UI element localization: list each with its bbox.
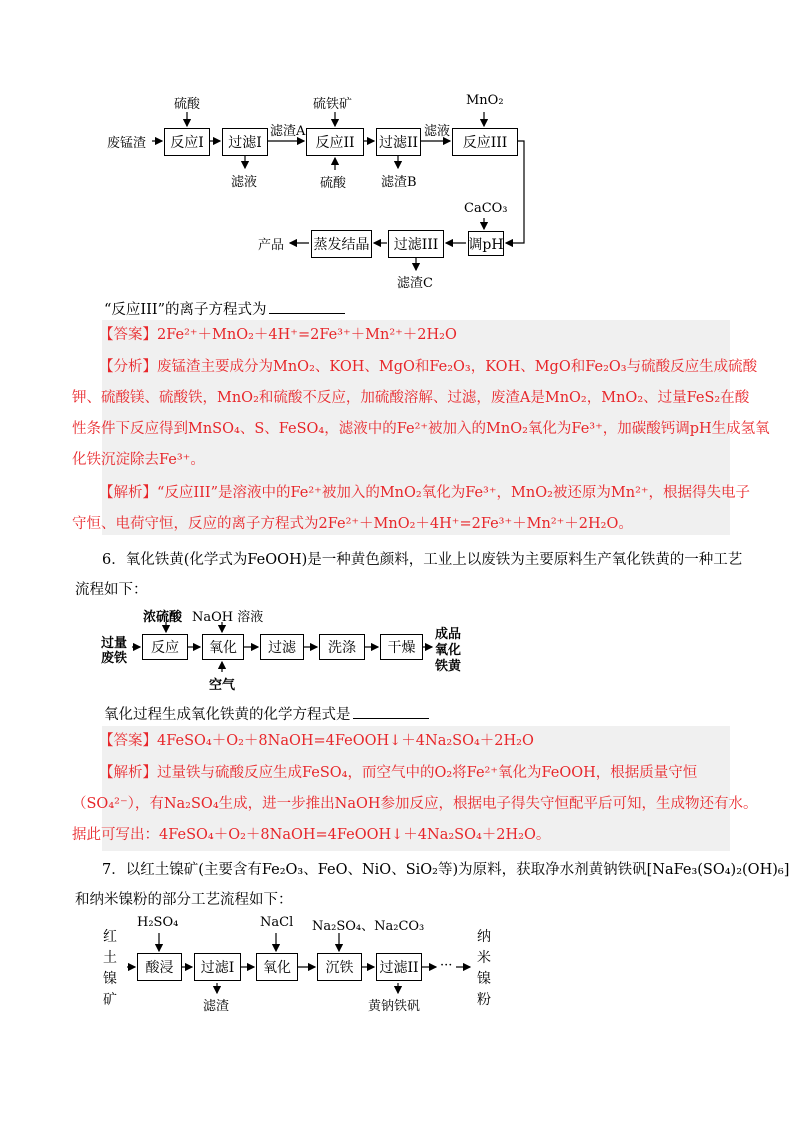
flow2-reagent-conc-sulfuric: 浓硫酸 xyxy=(143,610,183,625)
flow1-box-reaction-1: 反应I xyxy=(164,128,210,156)
q5-explain-line-1: 【解析】“反应III”是溶液中的Fe²⁺被加入的MnO₂氧化为Fe³⁺，MnO₂被还原为Mn²⁺，根据得失电子 xyxy=(99,485,751,501)
q6-intro-line-1: 6．氧化铁黄(化学式为FeOOH)是一种黄色颜料，工业上以废铁为主要原料生产氧化铁黄的一种工艺 xyxy=(102,552,743,568)
flow2-product-line-3: 铁黄 xyxy=(435,659,462,674)
flow1-residue-b: 滤渣B xyxy=(381,175,417,190)
q5-analysis-line-4: 化铁沉淀除去Fe³⁺。 xyxy=(72,452,205,468)
q5-answer: 【答案】2Fe²⁺＋MnO₂＋4H⁺=2Fe³⁺＋Mn²⁺＋2H₂O xyxy=(99,327,457,343)
q6-explain-line-3: 据此可写出：4FeSO₄＋O₂＋8NaOH=4FeOOH↓＋4Na₂SO₄＋2H₂O。 xyxy=(72,827,551,843)
flow1-box-reaction-3: 反应III xyxy=(452,128,518,156)
flow3-box-iron-precipitation: 沉铁 xyxy=(317,953,362,981)
flow1-box-evaporate-crystallize: 蒸发结晶 xyxy=(311,230,372,258)
flow3-residue: 滤渣 xyxy=(203,999,230,1014)
flow3-input-vertical: 红 土 镍 矿 xyxy=(103,929,117,1008)
flow1-residue-a-label: 滤渣A xyxy=(270,124,306,139)
q5-question: “反应III”的离子方程式为 xyxy=(104,298,345,319)
flow3-box-filter-1: 过滤I xyxy=(194,953,241,981)
flow1-product: 产品 xyxy=(258,238,285,253)
q7-intro-line-1: 7．以红土镍矿(主要含有Fe₂O₃、FeO、NiO、SiO₂等)为原料，获取净水剂黄钠铁矾[NaFe₃(SO₄)₂(OH)₆] xyxy=(102,862,790,878)
flow1-reagent-sulfuric-acid: 硫酸 xyxy=(174,97,201,112)
flow1-box-filter-3: 过滤III xyxy=(388,230,444,258)
q5-analysis-line-3: 性条件下反应得到MnSO₄、S、FeSO₄，滤液中的Fe²⁺被加入的MnO₂氧化为Fe³⁺，加碳酸钙调pH生成氢氧 xyxy=(72,421,770,437)
q5-analysis-line-1: 【分析】废锰渣主要成分为MnO₂、KOH、MgO和Fe₂O₃，KOH、MgO和Fe₂O₃与硫酸反应生成硫酸 xyxy=(99,359,758,375)
q6-intro-line-2: 流程如下： xyxy=(75,582,148,598)
flow2-box-filter: 过滤 xyxy=(260,634,304,660)
flow1-input: 废锰渣 xyxy=(107,136,147,151)
flow3-reagent-h2so4: H₂SO₄ xyxy=(137,915,179,930)
flow1-reagent-mno2: MnO₂ xyxy=(466,93,504,108)
flow1-residue-c: 滤渣C xyxy=(397,276,433,291)
flow2-box-oxidation: 氧化 xyxy=(202,634,244,660)
q6-explain-line-2: （SO₄²⁻），有Na₂SO₄生成，进一步推出NaOH参加反应，根据电子得失守恒配平后可知，生成物还有水。 xyxy=(72,796,758,812)
flow2-input-line-1: 过量 xyxy=(101,636,128,651)
flow2-box-wash: 洗涤 xyxy=(319,634,365,660)
flow1-box-reaction-2: 反应II xyxy=(306,128,364,156)
flow1-reagent-caco3: CaCO₃ xyxy=(464,201,508,216)
q6-explain-line-1: 【解析】过量铁与硫酸反应生成FeSO₄，而空气中的O₂将Fe²⁺氧化为FeOOH，根据质量守恒 xyxy=(99,765,698,781)
flow1-box-filter-2: 过滤II xyxy=(376,128,421,156)
flow2-reagent-naoh: NaOH 溶液 xyxy=(192,610,264,625)
flow1-filtrate-label: 滤液 xyxy=(424,124,451,139)
flow3-jarosite: 黄钠铁矾 xyxy=(368,999,421,1014)
flow3-box-acid-leach: 酸浸 xyxy=(137,953,182,981)
q7-intro-line-2: 和纳米镍粉的部分工艺流程如下： xyxy=(75,892,293,908)
flow2-air: 空气 xyxy=(209,678,236,693)
flow1-filtrate-out: 滤液 xyxy=(231,175,258,190)
flow1-reagent-sulfuric-acid-2: 硫酸 xyxy=(320,176,347,191)
q6-answer: 【答案】4FeSO₄＋O₂＋8NaOH=4FeOOH↓＋4Na₂SO₄＋2H₂O xyxy=(99,733,534,749)
flow3-reagent-na2so4-na2co3: Na₂SO₄、Na₂CO₃ xyxy=(312,919,425,934)
flow2-product-line-1: 成品 xyxy=(435,627,462,642)
flow3-box-oxidation: 氧化 xyxy=(256,953,298,981)
flow3-box-filter-2: 过滤II xyxy=(376,953,422,981)
flow1-reagent-pyrite: 硫铁矿 xyxy=(313,97,353,112)
flow2-box-reaction: 反应 xyxy=(142,634,188,660)
flow1-box-adjust-ph: 调pH xyxy=(468,231,504,256)
flow2-product-line-2: 氧化 xyxy=(435,643,462,658)
q5-analysis-line-2: 钾、硫酸镁、硫酸铁，MnO₂和硫酸不反应，加硫酸溶解、过滤，废渣A是MnO₂，MnO₂、过量FeS₂在酸 xyxy=(72,390,750,406)
flow3-reagent-nacl: NaCl xyxy=(260,915,294,930)
flow2-input-line-2: 废铁 xyxy=(101,651,128,666)
flow3-product-vertical: 纳 米 镍 粉 xyxy=(477,929,491,1008)
flow1-box-filter-1: 过滤I xyxy=(222,128,268,156)
q6-question: 氧化过程生成氧化铁黄的化学方程式是 xyxy=(104,703,429,724)
flow3-ellipsis: ··· xyxy=(440,958,453,973)
q5-explain-line-2: 守恒、电荷守恒，反应的离子方程式为2Fe²⁺＋MnO₂＋4H⁺=2Fe³⁺＋Mn²⁺＋2H₂O。 xyxy=(72,516,633,532)
flow2-box-dry: 干燥 xyxy=(380,634,423,660)
